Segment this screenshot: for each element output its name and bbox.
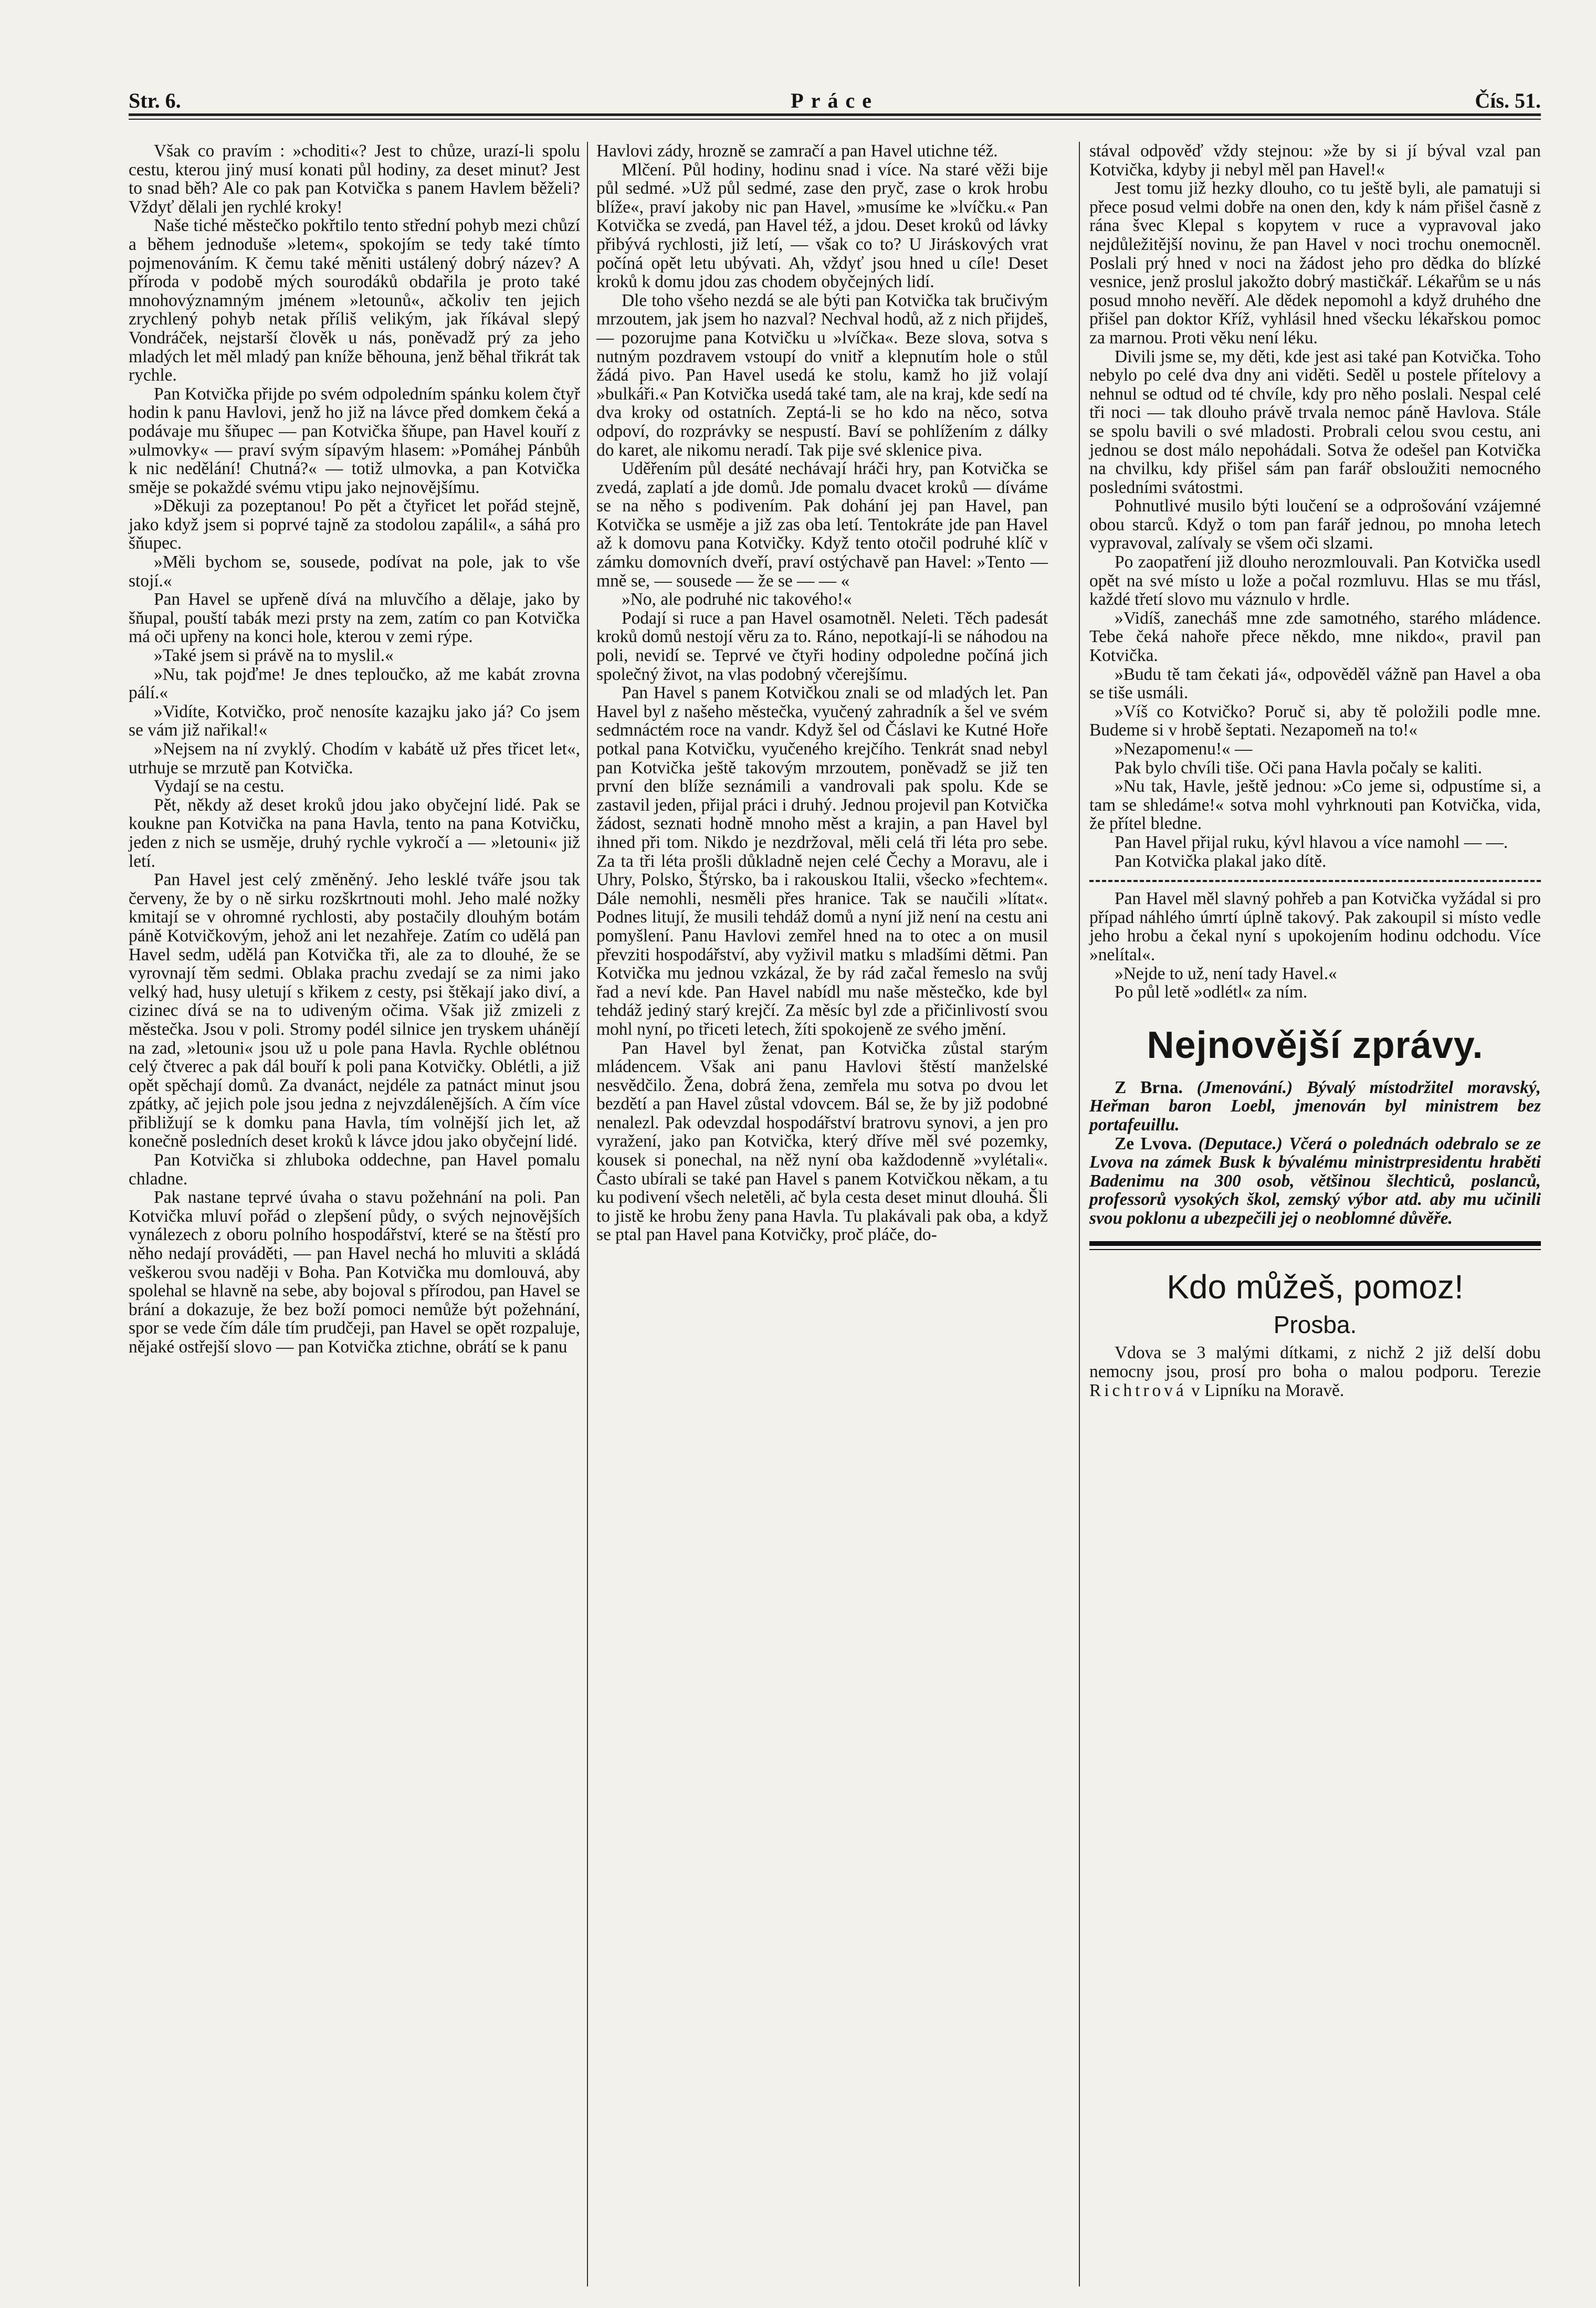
paragraph: Pan Kotvička přijde po svém odpoledním spánku kolem čtyř hodin k panu Havlovi, jenž ho již na lávce před domkem čeká a podávaje mu šňupec — pan Kotvička šňupe, pan Havel kouří z »ulmovky« — praví svým sípavým hlasem: »Pomáhej Pánbůh k nic nedělání! Chutná?« — totiž ulmovka, a pan Kotvička směje se pokaždé svému vtipu jako nejnovějšímu. — [129, 384, 580, 497]
column-divider-1 — [587, 142, 588, 2286]
news-heading: Nejnovější zprávy. — [1147, 1024, 1484, 1066]
appeal-text-before: Vdova se 3 malými dítkami, z nichž 2 již delší dobu nemocny jsou, prosí pro boha o malou podporu. Terezie — [1089, 1343, 1541, 1382]
column-2 — [596, 142, 1048, 1244]
header-rule-thin — [129, 119, 1541, 120]
paragraph: »Měli bychom se, sousede, podívat na pole, jak to vše stojí.« — [129, 552, 580, 591]
issue-number: Čís. 51. — [1475, 89, 1541, 112]
paragraph: Však co pravím : »choditi«? Jest to chůze, urazí-li spolu cestu, kterou jiný musí konati půl hodiny, za deset minut? Jest to snad běh? Ale co pak pan Kotvička s panem Havlem běželi? Vždyť dělali jen rychlé kroky! — [129, 141, 580, 217]
column-divider-2 — [1079, 142, 1080, 2286]
dashed-separator — [1089, 880, 1541, 882]
header-rule-thick — [129, 113, 1541, 116]
appeal-heading: Kdo můžeš, pomoz! — [1167, 1268, 1464, 1306]
news-item — [1089, 1135, 1541, 1228]
paragraph: »Vidíte, Kotvičko, proč nenosíte kazajku jako já? Co jsem se vám již nařikal!« — [129, 701, 580, 740]
paragraph: »Nejde to už, není tady Havel.« — [1115, 963, 1337, 983]
paragraph: Pak bylo chvíli tiše. Oči pana Havla počaly se kaliti. — [1115, 758, 1483, 778]
paragraph: Po zaopatření již dlouho nerozmlouvali. Pan Kotvička usedl opět na své místo u lože a počal rozmluvu. Hlas se mu třásl, každé třetí slovo mu váznulo v hrdle. — [1089, 552, 1541, 610]
paragraph: »Nu tak, Havle, ještě jednou: »Co jeme si, odpustíme si, a tam se shledáme!« sotva mohl vyhrknouti pan Kotvička, vida, že přítel bledne. — [1089, 777, 1541, 834]
paragraph: Vydají se na cestu. — [154, 777, 285, 796]
news-place: Z Brna. — [1115, 1077, 1183, 1097]
paragraph: »Budu tě tam čekati já«, odpověděl vážně pan Havel a oba se tiše usmáli. — [1089, 664, 1541, 703]
paragraph: »Nu, tak pojďme! Je dnes teploučko, až me kabát zrovna pálí.« — [129, 664, 580, 703]
paragraph: Pan Havel se upřeně dívá na mluvčího a dělaje, jako by šňupal, pouští tabák mezi prsty na zem, zatím co pan Kotvička má oči upřeny na konci hole, kterou v zemi rýpe. — [129, 590, 580, 647]
page-number: Str. 6. — [129, 89, 181, 112]
paragraph: Pan Havel byl ženat, pan Kotvička zůstal starým mládencem. Však ani panu Havlovi štěstí manželské nesvědčilo. Žena, dobrá žena, zemřela mu sotva po dvou let bezdětí a pan Havel zůstal vdovcem. Bál se, že by již podobné nenalezl. Pak odevzdal hospodářství bratrovu synovi, a jen pro vyražení, jako pan Kotvička, který dříve měl své pozemky, kousek si ponechal, na něž nyní oba každodenně »vylétali«. Často ubírali se také pan Havel s panem Kotvičkou někam, a tu ku podivení všech neletěli, ač byla cesta deset minut dlouhá. Šli to jistě ke hrobu ženy pana Havla. Tu plakávali pak oba, a když se ptal pan Havel pana Kotvičky, proč pláče, do- — [596, 1038, 1048, 1245]
news-text: (Jmenování.) Bývalý místodržitel moravský, Heřman baron Loebl, jmenován byl ministrem bez portafeuillu. — [1089, 1077, 1541, 1135]
paragraph: »No, ale podruhé nic takového!« — [622, 590, 852, 610]
paragraph: Pan Havel měl slavný pohřeb a pan Kotvička vyžádal si pro případ náhlého úmrtí úplně takový. Pak zakoupil si místo vedle jeho hrobu a čekal nyní s upokojením hodinu odchodu. Více »nelítal«. — [1089, 889, 1541, 964]
appeal-text — [1089, 1344, 1541, 1400]
paragraph: »Nejsem na ní zvyklý. Chodím v kabátě už přes třicet let«, utrhuje se mrzutě pan Kotvička. — [129, 739, 580, 778]
news-text: (Deputace.) Včerá o polednách odebralo se ze Lvova na zámek Busk k bývalému ministrpresidentu hraběti Badenimu na 300 osob, většinou šlechticů, poslanců, professorů vysokých škol, zemský výbor atd. aby mu učinili svou poklonu a ubezpečili jej o neoblomné důvěře. — [1089, 1134, 1541, 1228]
news-item — [1089, 1078, 1541, 1135]
paragraph: Pan Kotvička plakal jako dítě. — [1115, 851, 1327, 871]
paragraph: »Vidíš, zanecháš mne zde samotného, starého mládence. Tebe čeká nahoře přece někdo, mne nikdo«, pravil pan Kotvička. — [1089, 608, 1541, 666]
paragraph: Po půl letě »odlétl« za ním. — [1115, 982, 1308, 1002]
paragraph: Pan Havel jest celý změněný. Jeho lesklé tváře jsou tak červeny, že by o ně sirku rozškrtnouti mohl. Jeho malé nožky kmitají se v ohromné rychlosti, aby postačily dlouhým botám páně Kotvičkovým, jehož ani let nezahřeje. Zatím co udělá pan Havel sedm, udělá pan Kotvička tři, ale za to dlouhé, že se vyrovnají těm sedmi. Oblaka prachu zvedají se za nimi jako velký had, husy uletují s křikem z cesty, psi štěkají jako diví, a cizinec dívá se na to udiveným očima. Však již zmizeli z městečka. Jsou v poli. Stromy podél silnice jen tryskem uhánějí na zad, »letouni« jsou už u pole pana Havla. Rychle oblétnou celý čtverec a pak dál bouří k poli pana Kotvičky. Oblétli, a již opět spěchají domů. Za dvanáct, nejdéle za patnáct minut jsou zpátky, ač jejich pole jsou jedna z nejvzdálenějších. A čím více přibližují se k domku pana Havla, tím volnější jich let, až konečně posledních deset kroků k lávce jdou jako obyčejní lidé. — [129, 870, 580, 1151]
paragraph: »Nezapomenu!« — — [1115, 739, 1253, 759]
news-place: Ze Lvova. — [1115, 1134, 1192, 1153]
paragraph: Pak nastane teprvé úvaha o stavu požehnání na poli. Pan Kotvička mluví pořád o zlepšení půdy, o svých nejnovějších vynálezech z oboru polního hospodářství, které se na štěstí pro něho nedají prováděti, — pan Havel nechá ho mluviti a skládá veškerou svou naději v Boha. Pan Kotvička mu domlouvá, aby spolehal se hlavně na sebe, aby bojoval s přírodou, pan Havel se brání a dokazuje, že bez boží pomoci nemůže být požehnání, spor se vede čím dále tím prudčeji, pan Havel se opět rozpaluje, nějaké ostřejší slovo — pan Kotvička ztichne, obrátí se k panu — [129, 1188, 580, 1357]
paragraph: stával odpověď vždy stejnou: »že by si jí býval vzal pan Kotvička, kdyby ji nebyl měl pan Havel!« — [1089, 141, 1541, 180]
paragraph: Pan Havel s panem Kotvičkou znali se od mladých let. Pan Havel byl z našeho městečka, vyučený zahradník a šel ve svém sedmnáctém roce na vandr. Když šel od Čáslavi ke Kutné Hoře potkal pana Kotvičku, vyučeného krejčího. Tenkrát snad nebyl pan Kotvička ještě takovým mrzoutem, poněvadž se již ten první den blíže seznámili a vandrovali pak spolu. Kde se zastavil jeden, přijal práci i druhý. Jednou projevil pan Kotvička žádost, seznati hodně mnoho měst a krajin, a pan Havel byl ihned při tom. Nikdo je nezdržoval, měli celá tři léta pro sebe. Za ta tři léta prošli důkladně nejen celé Čechy a Moravu, ale i Uhry, Polsko, Štýrsko, ba i rakouskou Italii, všecko »fechtem«. Dále nemohli, nesměli přes hranice. Tak se naučili »lítat«. Podnes litují, že musili tehdáž domů a nyní již není na cestu ani pomyšlení. Panu Havlovi zemřel hned na to otec a on musil převziti hospodářství, aby vyživil matku s mladšími dětmi. Pan Kotvička mu jednou vzkázal, že by rád začal řemeslo na svůj řad a neví kde. Pan Havel nabídl mu naše městečko, kde byl tehdáž jediný starý krejčí. Za měsíc byl zde a přičinlivostí svou mohl nyní, po třiceti letech, žíti spokojeně ze svého jmění. — [596, 683, 1048, 1039]
section-rule-thick — [1089, 1241, 1541, 1246]
paragraph: Mlčení. Půl hodiny, hodinu snad i více. Na staré věži bije půl sedmé. »Už půl sedmé, zase den pryč, zase o krok hrobu blíže«, praví jakoby nic pan Havel, »musíme ke »lvíčku.« Pan Kotvička se zvedá, pan Havel též, a jdou. Deset kroků od lávky přibývá rychlosti, již letí, — však co to? U Jiráskových vrat počíná opět letu ubývati. Ah, vždyť jsou hned u cíle! Deset kroků k domu jdou zas chodem obyčejných lidí. — [596, 160, 1048, 292]
appeal-text-after: v Lipníku na Moravě. — [1191, 1380, 1345, 1400]
paragraph: Pohnutlivé musilo býti loučení se a odprošování vzájemné obou starců. Když o tom pan farář jednou, po mnoha letech vypravoval, zalívaly se všem oči slzami. — [1089, 496, 1541, 553]
paragraph: Pan Havel přijal ruku, kývl hlavou a více namohl — —. — [1115, 832, 1508, 852]
paragraph: Naše tiché městečko pokřtilo tento střední pohyb mezi chůzí a během jednoduše »letem«, spokojím se tedy také tímto pojmenováním. K čemu také měniti ustálený dobrý název? A příroda v podobě mých sourodáků obdařila je proto také mnohovýznamným jménem »letounů«, ačkoliv ten jejich zrychlený pohyb netak příliš velikým, jak říkával slepý Vondráček, nejstarší člověk u nás, poněvadž prý za jeho mladých let měl mladý pan kníže běhouna, jenž běhal třikrát tak rychle. — [129, 216, 580, 385]
paragraph: Divili jsme se, my děti, kde jest asi také pan Kotvička. Toho nebylo po celé dva dny ani viděti. Seděl u postele přítelovy a nehnul se odtud od té chvíle, kdy pro něho poslali. Nespal celé tři noci — tak dlouho právě trvala nemoc páně Havlova. Stále se spolu bavili o své mladosti. Probrali celou svou cestu, ani jednou se dost málo nepohádali. Sotva že odešel pan Kotvička na chvilku, kdy přišel sám pan farář obsloužiti nemocného posledními svátostmi. — [1089, 347, 1541, 497]
column-3 — [1089, 142, 1541, 1400]
paragraph: Havlovi zády, hrozně se zamračí a pan Havel utichne též. — [596, 141, 998, 161]
paragraph: Uděřením půl desáté nechávají hráči hry, pan Kotvička se zvedá, zaplatí a jde domů. Jde pomalu dvacet kroků — díváme se na něho s podivením. Pak dohání jej pan Havel, pan Kotvička se usměje a již zas oba letí. Tentokráte jde pan Havel až k domovu pana Kotvičky. Když tento otočil podruhé klíč v zámku domovních dveří, praví ostýchavě pan Havel: »Tento — mně se, — sousede — že se — — « — [596, 459, 1048, 591]
newspaper-title: Práce — [791, 89, 879, 112]
column-1 — [129, 142, 580, 1357]
paragraph: »Také jsem si právě na to myslil.« — [154, 646, 394, 666]
appeal-name: Richtrová — [1089, 1380, 1187, 1400]
paragraph: »Víš co Kotvičko? Poruč si, aby tě položili podle mne. Budeme si v hrobě šeptati. Nezapomeň na to!« — [1089, 701, 1541, 740]
paragraph: »Děkuji za pozeptanou! Po pět a čtyřicet let pořád stejně, jako když jsem si poprvé tajně za stodolou zapálil«, a sáhá pro šňupec. — [129, 496, 580, 553]
paragraph: Pět, někdy až deset kroků jdou jako obyčejní lidé. Pak se koukne pan Kotvička na pana Havla, tento na pana Kotvičku, jeden z nich se usměje, druhý rychle vykročí a — »letouni« již letí. — [129, 795, 580, 871]
paragraph: Pan Kotvička si zhluboka oddechne, pan Havel pomalu chladne. — [129, 1150, 580, 1189]
appeal-subheading: Prosba. — [1273, 1311, 1357, 1339]
paragraph: Podají si ruce a pan Havel osamotněl. Neleti. Těch padesát kroků domů nestojí věru za to. Ráno, nepotkají-li se náhodou na poli, nevidí se. Teprvé ve čtyři hodiny odpoledne počíná jich společný život, na vlas podobný včerejšímu. — [596, 608, 1048, 684]
paragraph: Jest tomu již hezky dlouho, co tu ještě byli, ale pamatuji si přece posud velmi dobře na onen den, kdy k nám přišel časně z rána švec Klepal s kopytem v ruce a vypravoval jako nejdůležitější novinu, že pan Havel v noci trochu onemocněl. Poslali prý hned v noci na žádost jeho pro dědka do blízké vesnice, jenž proslul jakožto dobrý mastičkář. Lékařům se u nás posud mnoho nevěří. Ale dědek nepomohl a když druhého dne přišel pan doktor Kříž, vyhlásil hned všecku lékařskou pomoc za marnou. Proti věku není léku. — [1089, 179, 1541, 348]
section-rule-thin — [1089, 1249, 1541, 1250]
paragraph: Dle toho všeho nezdá se ale býti pan Kotvička tak bručivým mrzoutem, jak jsem ho nazval? Nechval hodů, až z nich přijdeš, — pozorujme pana Kotvičku u »lvíčka«. Beze slova, sotva s nutným pozdravem vstoupí do vnitř a klepnutím hole o stůl žádá pivo. Pan Havel usedá ke stolu, kamž ho již volají »bulkáři.« Pan Kotvička usedá také tam, ale na kraj, kde sedí na dva kroky od ostatních. Zeptá-li se ho kdo na něco, sotva odpoví, do rozprávky se nespustí. Baví se pohlížením z dálky do karet, ale nikomu neradí. Tak pije své sklenice piva. — [596, 290, 1048, 460]
